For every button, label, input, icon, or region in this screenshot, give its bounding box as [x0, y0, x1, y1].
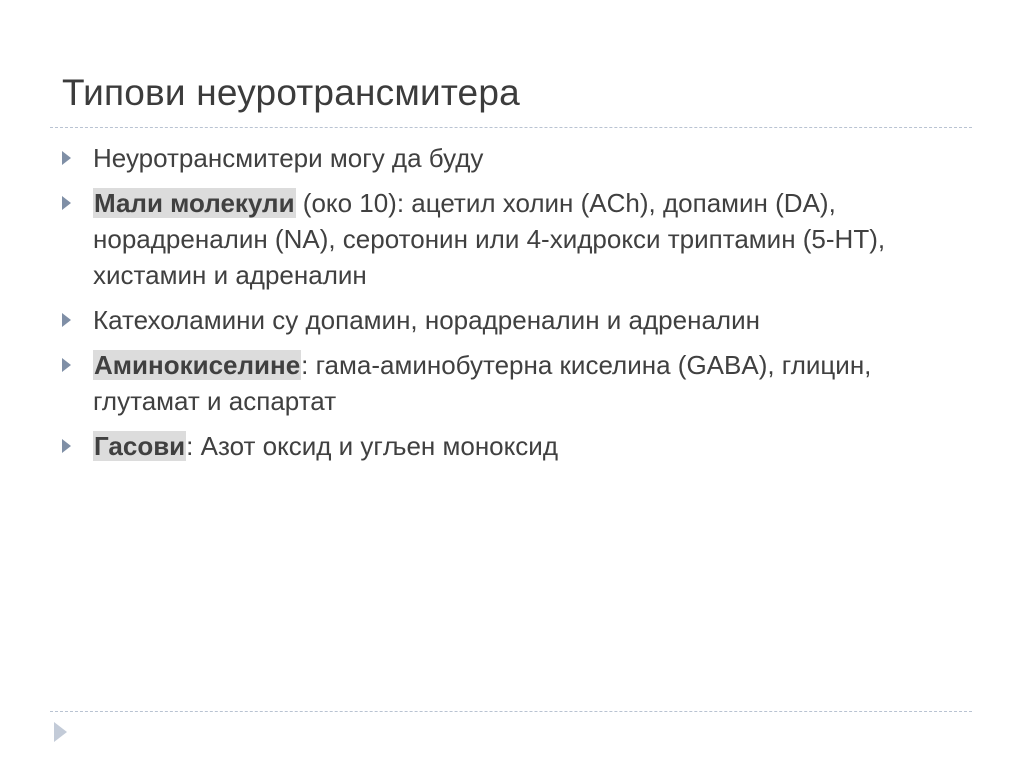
bullet-term: Мали молекули	[94, 188, 295, 218]
bullet-term: Аминокиселине	[94, 350, 301, 380]
triangle-right-icon	[62, 196, 71, 210]
slide-title: Типови неуротрансмитера	[62, 72, 520, 113]
bullet-text: (око 10): ацетил холин (ACh), допамин (DA), норадреналин (NA), серотонин или 4-хидрокси триптамин (5-HT), хистамин и адреналин	[93, 188, 886, 290]
footer-divider	[50, 711, 972, 712]
bullet-term: Гасови	[94, 431, 186, 461]
bullet-item	[60, 428, 960, 464]
triangle-right-icon	[62, 313, 71, 327]
triangle-right-icon	[62, 439, 71, 453]
bullet-item	[60, 185, 960, 293]
bullet-item	[60, 140, 960, 176]
bullet-text: : гама-аминобутерна киселина (GABA), глицин, глутамат и аспартат	[93, 350, 872, 416]
triangle-right-icon	[62, 358, 71, 372]
bullet-item	[60, 347, 960, 419]
triangle-right-icon	[54, 722, 67, 742]
bullet-item	[60, 302, 960, 338]
triangle-right-icon	[62, 151, 71, 165]
bullet-text: : Азот оксид и угљен моноксид	[186, 431, 559, 461]
bullet-text: Неуротрансмитери могу да буду	[93, 143, 484, 173]
bullet-text: Катехоламини су допамин, норадреналин и адреналин	[93, 305, 760, 335]
bullet-list	[60, 140, 960, 473]
title-divider	[50, 127, 972, 128]
